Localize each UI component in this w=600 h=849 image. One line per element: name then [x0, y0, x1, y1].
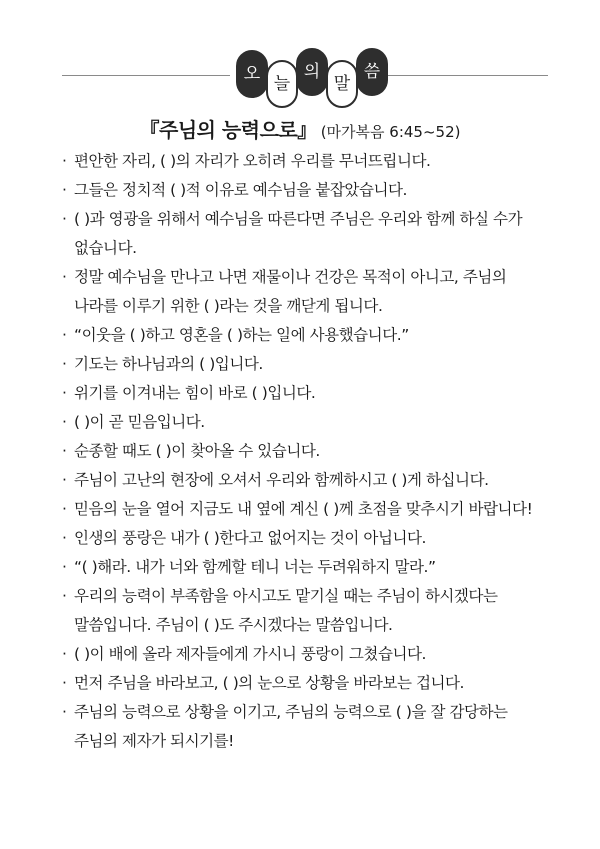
list-item — [62, 379, 548, 408]
bullet-marker: · — [62, 210, 67, 228]
list-item — [62, 408, 548, 437]
list-item — [62, 524, 548, 553]
list-item-text: “( )해라. 내가 너와 함께할 테니 너는 두려워하지 말라.” — [74, 558, 436, 576]
title-reference: (마가복음 6:45~52) — [320, 123, 461, 141]
list-item — [62, 495, 548, 524]
bullet-marker: · — [62, 471, 67, 489]
list-item-text: 주님의 능력으로 상황을 이기고, 주님의 능력으로 ( )을 잘 감당하는 주님의 제자가 되시기를! — [74, 703, 508, 750]
list-item — [62, 437, 548, 466]
list-item — [62, 321, 548, 350]
bullet-marker: · — [62, 152, 67, 170]
bullet-marker: · — [62, 355, 67, 373]
list-item-text: 우리의 능력이 부족함을 아시고도 맡기실 때는 주님이 하시겠다는 말씀입니다. 주님이 ( )도 주시겠다는 말씀입니다. — [74, 587, 498, 634]
list-item-text: 위기를 이겨내는 힘이 바로 ( )입니다. — [74, 384, 316, 402]
list-item-text: 편안한 자리, ( )의 자리가 오히려 우리를 무너뜨립니다. — [74, 152, 431, 170]
bullet-marker: · — [62, 442, 67, 460]
list-item-text: ( )이 배에 올라 제자들에게 가시니 풍랑이 그쳤습니다. — [74, 645, 426, 663]
bullet-marker: · — [62, 500, 67, 518]
list-item — [62, 147, 548, 176]
banner-char-2: 늘 — [266, 60, 298, 108]
list-item — [62, 350, 548, 379]
bullet-marker: · — [62, 181, 67, 199]
list-item — [62, 205, 548, 263]
banner-char-5: 씀 — [356, 48, 388, 96]
bullet-marker: · — [62, 703, 67, 721]
banner-char-1: 오 — [236, 50, 268, 98]
banner-rule-left — [62, 75, 230, 76]
list-item-text: 인생의 풍랑은 내가 ( )한다고 없어지는 것이 아닙니다. — [74, 529, 426, 547]
list-item — [62, 582, 548, 640]
fill-in-list — [62, 147, 548, 756]
title-main: 『주님의 능력으로』 — [139, 118, 317, 142]
header-banner — [0, 40, 600, 112]
bullet-marker: · — [62, 268, 67, 286]
bullet-marker: · — [62, 558, 67, 576]
list-item — [62, 176, 548, 205]
list-item-text: 기도는 하나님과의 ( )입니다. — [74, 355, 263, 373]
list-item — [62, 263, 548, 321]
bullet-marker: · — [62, 645, 67, 663]
bullet-marker: · — [62, 529, 67, 547]
list-item-text: ( )이 곧 믿음입니다. — [74, 413, 205, 431]
banner-char-4: 말 — [326, 60, 358, 108]
list-item-text: “이웃을 ( )하고 영혼을 ( )하는 일에 사용했습니다.” — [74, 326, 409, 344]
bullet-marker: · — [62, 587, 67, 605]
list-item-text: 믿음의 눈을 열어 지금도 내 옆에 계신 ( )께 초점을 맞추시기 바랍니다! — [74, 500, 533, 518]
list-item-text: 먼저 주님을 바라보고, ( )의 눈으로 상황을 바라보는 겁니다. — [74, 674, 464, 692]
list-item — [62, 553, 548, 582]
list-item — [62, 698, 548, 756]
list-item — [62, 640, 548, 669]
list-item — [62, 466, 548, 495]
list-item-text: 주님이 고난의 현장에 오셔서 우리와 함께하시고 ( )게 하십니다. — [74, 471, 489, 489]
banner-char-3: 의 — [296, 48, 328, 96]
bullet-marker: · — [62, 674, 67, 692]
bullet-marker: · — [62, 384, 67, 402]
list-item-text: 정말 예수님을 만나고 나면 재물이나 건강은 목적이 아니고, 주님의 나라를 이루기 위한 ( )라는 것을 깨닫게 됩니다. — [74, 268, 507, 315]
bullet-marker: · — [62, 413, 67, 431]
banner-rule-right — [388, 75, 548, 76]
list-item-text: ( )과 영광을 위해서 예수님을 따른다면 주님은 우리와 함께 하실 수가 없습니다. — [74, 210, 523, 257]
page-title — [0, 114, 600, 143]
list-item — [62, 669, 548, 698]
list-item-text: 그들은 정치적 ( )적 이유로 예수님을 붙잡았습니다. — [74, 181, 407, 199]
bullet-marker: · — [62, 326, 67, 344]
list-item-text: 순종할 때도 ( )이 찾아올 수 있습니다. — [74, 442, 320, 460]
